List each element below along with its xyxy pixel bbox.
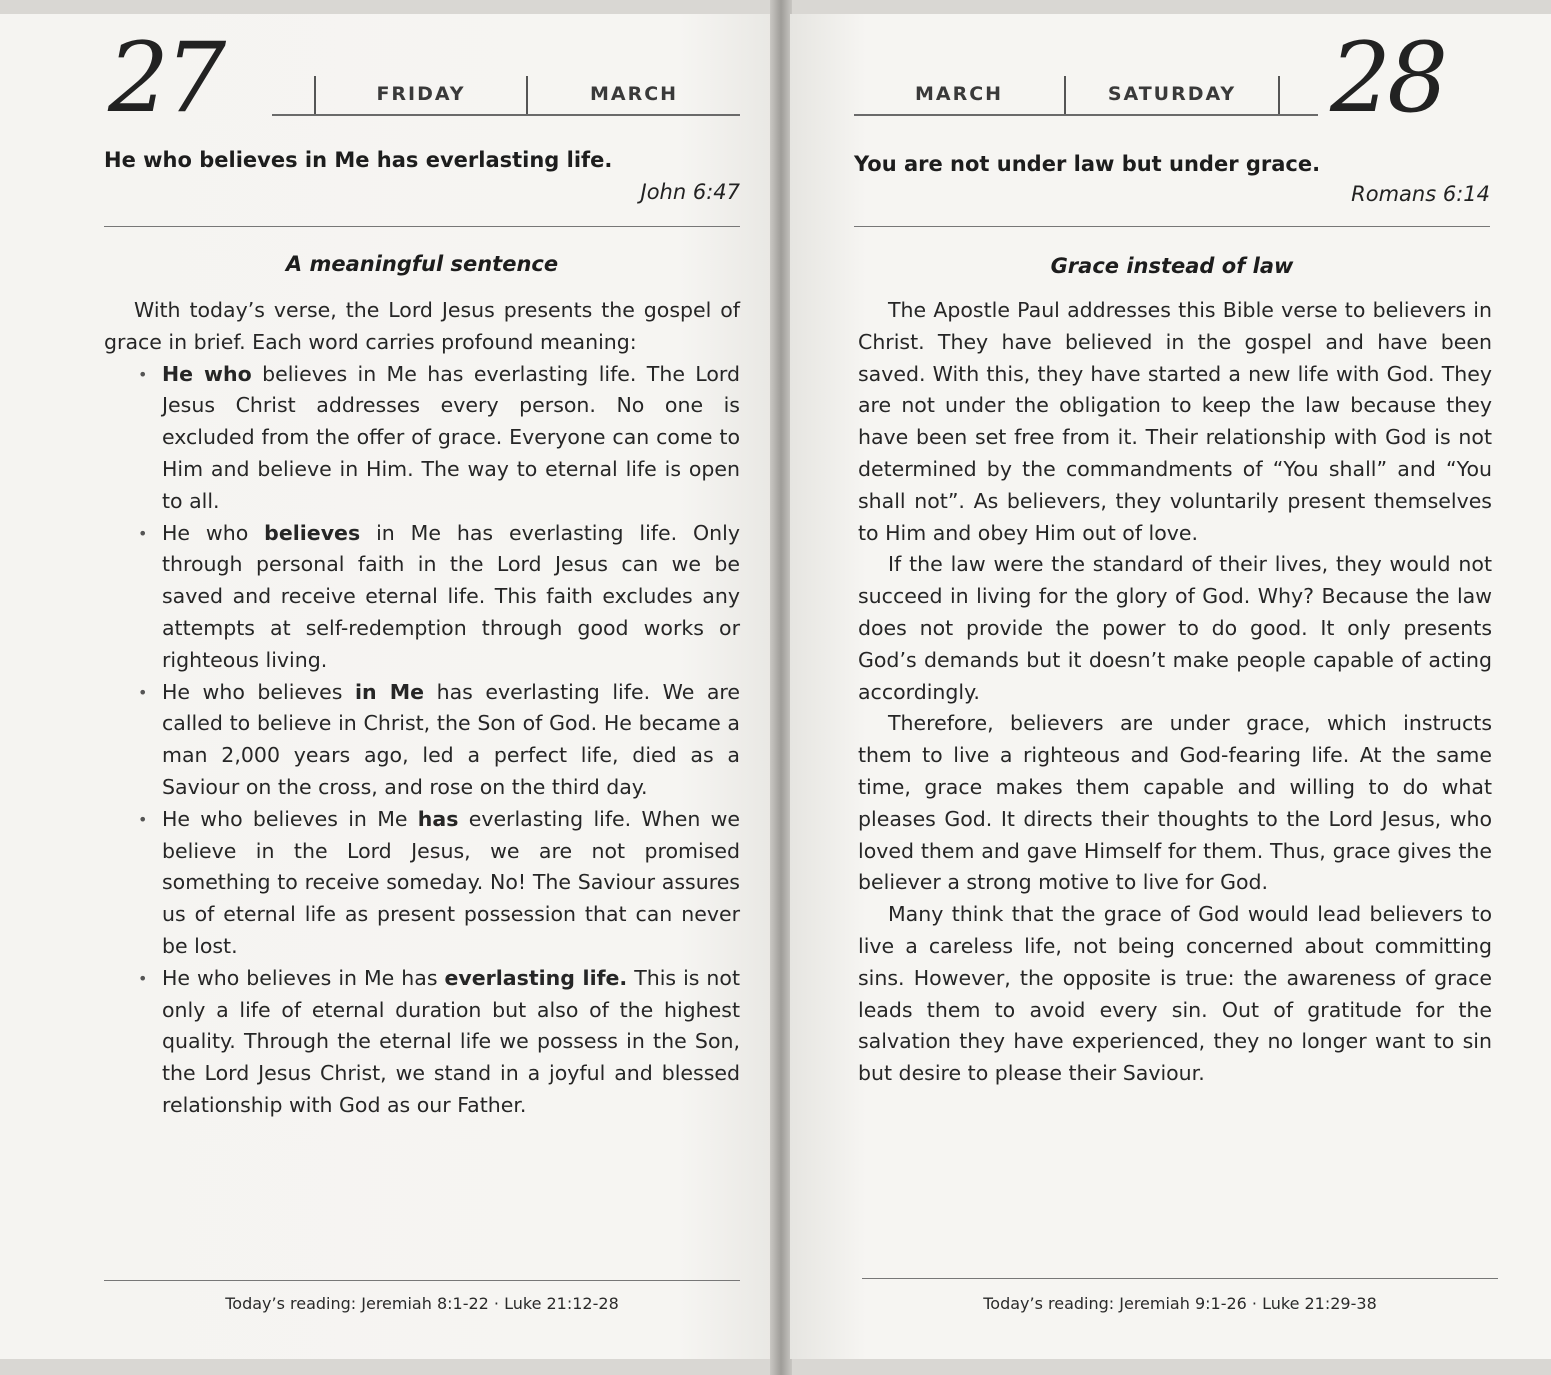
day-number: 28 <box>1330 22 1445 134</box>
month-label: MARCH <box>589 83 679 105</box>
list-item: • He who believes in Me has everlasting life. The Lord Jesus Christ addresses every person. No one is excluded from the offer of grace. Everyone can come to Him and believe in Him. The way to eternal life is open to all. <box>162 359 740 518</box>
header-divider <box>1278 76 1280 114</box>
devotion-title: Grace instead of law <box>1050 254 1294 278</box>
list-item: • He who believes in Me has everlasting life. Only through personal faith in the Lord Jesus can we be saved and receive eternal life. This faith excludes any attempts at self-redemption through good works or righteous living. <box>162 518 740 677</box>
weekday-label: SATURDAY <box>1107 83 1237 105</box>
footer-line <box>862 1278 1498 1279</box>
list-item: • He who believes in Me has everlasting life. We are called to believe in Christ, the Son of God. He became a man 2,000 years ago, led a perfect life, died as a Saviour on the cross, and rose on the third day. <box>162 677 740 804</box>
book-gutter <box>770 0 792 1375</box>
intro-paragraph: With today’s verse, the Lord Jesus presents the gospel of grace in brief. Each word carries profound meaning: <box>104 298 740 354</box>
left-page <box>0 14 772 1359</box>
devotion-body <box>858 295 1492 1090</box>
word-list <box>104 359 740 1122</box>
date-header <box>272 70 740 116</box>
verse-reference: John 6:47 <box>640 180 740 204</box>
day-number: 27 <box>108 22 223 134</box>
verse-text: You are not under law but under grace. <box>854 152 1321 176</box>
footer-line <box>104 1280 740 1281</box>
paragraph: If the law were the standard of their lives, they would not succeed in living for the glory of God. Why? Because the law does not provide the power to do good. It only presents God’s demands but it doesn’t make people capable of acting accordingly. <box>858 552 1492 704</box>
todays-reading: Today’s reading: Jeremiah 8:1-22 · Luke 21:12-28 <box>225 1294 619 1313</box>
divider-line <box>104 226 740 227</box>
verse-reference: Romans 6:14 <box>1351 182 1490 206</box>
right-page <box>790 14 1551 1359</box>
paragraph: Many think that the grace of God would lead believers to live a careless life, not being concerned about committing sins. However, the opposite is true: the awareness of grace leads them to avoid every sin. Out of gratitude for the salvation they have experienced, they no longer want to sin but desire to please their Saviour. <box>858 902 1492 1086</box>
month-label: MARCH <box>914 83 1004 105</box>
todays-reading: Today’s reading: Jeremiah 9:1-26 · Luke 21:29-38 <box>983 1294 1377 1313</box>
verse-text: He who believes in Me has everlasting life. <box>104 148 613 172</box>
date-header <box>854 70 1318 116</box>
devotion-title: A meaningful sentence <box>285 252 559 276</box>
list-item: • He who believes in Me has everlasting life. When we believe in the Lord Jesus, we are not promised something to receive someday. No! The Saviour assures us of eternal life as present possession that can never be lost. <box>162 804 740 963</box>
devotion-body <box>104 295 740 1122</box>
paragraph: Therefore, believers are under grace, which instructs them to live a righteous and God-fearing life. At the same time, grace makes them capable and willing to do what pleases God. It directs their thoughts to the Lord Jesus, who loved them and gave Himself for them. Thus, grace gives the believer a strong motive to live for God. <box>858 711 1492 895</box>
list-item: • He who believes in Me has everlasting life. This is not only a life of eternal duration but also of the highest quality. Through the eternal life we possess in the Son, the Lord Jesus Christ, we stand in a joyful and blessed relationship with God as our Father. <box>162 963 740 1122</box>
paragraph: The Apostle Paul addresses this Bible verse to believers in Christ. They have believed in the gospel and have been saved. With this, they have started a new life with God. They are not under the obligation to keep the law because they have been set free from it. Their relationship with God is not determined by the commandments of “You shall” and “You shall not”. As believers, they voluntarily present themselves to Him and obey Him out of love. <box>858 298 1492 545</box>
divider-line <box>854 226 1490 227</box>
weekday-label: FRIDAY <box>376 83 466 105</box>
